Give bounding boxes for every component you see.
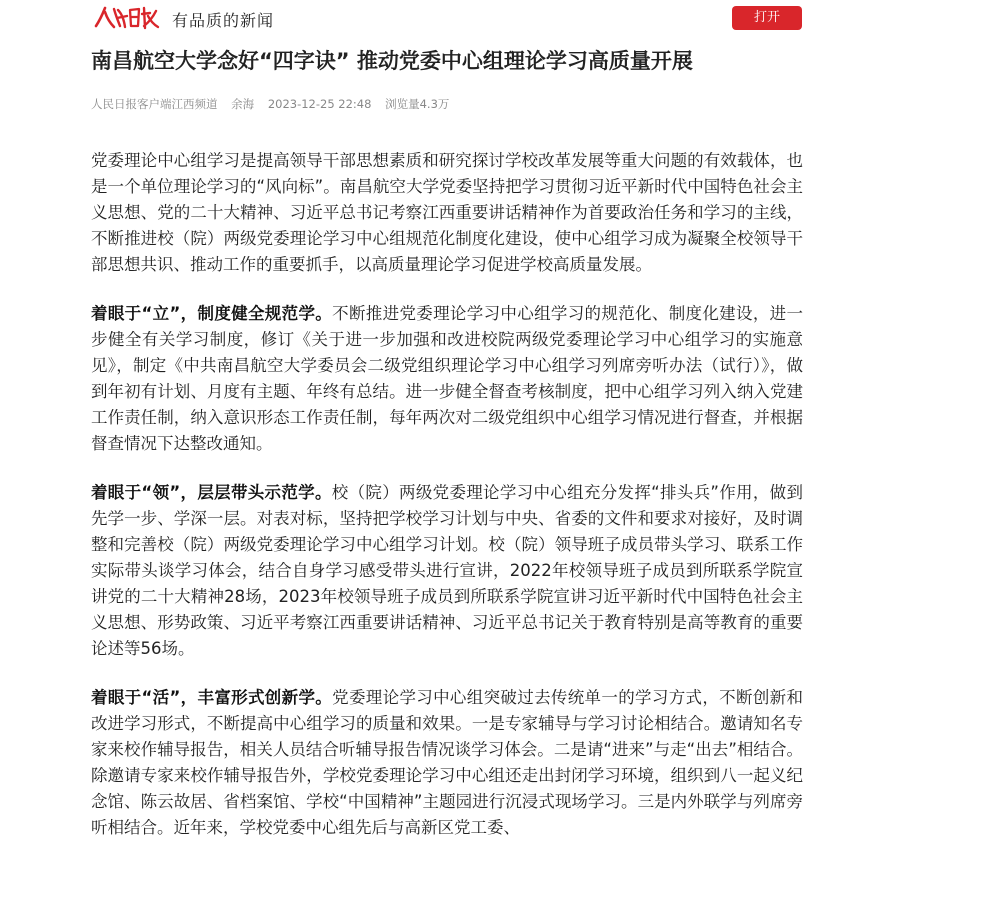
article-title: 南昌航空大学念好“四字诀” 推动党委中心组理论学习高质量开展 [91,49,693,73]
article-source[interactable]: 人民日报客户端江西频道 [91,97,218,111]
paragraph-text: 不断推进党委理论学习中心组学习的规范化、制度化建设，进一步健全有关学习制度，修订《关于进一步加强和改进校院两级党委理论学习中心组学习的实施意见》，制定《中共南昌航空大学委员会二级党组织理论学习中心组学习列席旁听办法（试行）》，做到年初有计划、月度有主题、年终有总结。进一步健全督查考核制度，把中心组学习列入纳入党建工作责任制，纳入意识形态工作责任制，每年两次对二级党组织中心组学习情况进行督查，并根据督查情况下达整改通知。 [91,304,803,453]
article-views: 浏览量4.3万 [385,97,450,111]
article-author: 余海 [231,97,255,111]
paragraph-lead: 着眼于“领”，层层带头示范学。 [91,483,332,502]
article-paragraph [91,480,803,662]
paragraph-text: 党委理论学习中心组突破过去传统单一的学习方式，不断创新和改进学习形式，不断提高中心组学习的质量和效果。一是专家辅导与学习讨论相结合。邀请知名专家来校作辅导报告，相关人员结合听辅导报告情况谈学习体会。二是请“进来”与走“出去”相结合。除邀请专家来校作辅导报告外，学校党委理论学习中心组还走出封闭学习环境，组织到八一起义纪念馆、陈云故居、省档案馆、学校“中国精神”主题园进行沉浸式现场学习。三是内外联学与列席旁听相结合。近年来，学校党委中心组先后与高新区党工委、 [91,688,803,837]
paragraph-text: 校（院）两级党委理论学习中心组充分发挥“排头兵”作用，做到先学一步、学深一层。对表对标，坚持把学校学习计划与中央、省委的文件和要求对接好，及时调整和完善校（院）两级党委理论学习中心组学习计划。校（院）领导班子成员带头学习、联系工作实际带头谈学习体会，结合自身学习感受带头进行宣讲，2022年校领导班子成员到所联系学院宣讲党的二十大精神28场，2023年校领导班子成员到所联系学院宣讲习近平新时代中国特色社会主义思想、形势政策、习近平考察江西重要讲话精神、习近平总书记关于教育特别是高等教育的重要论述等56场。 [91,483,803,658]
paragraph-text: 党委理论中心组学习是提高领导干部思想素质和研究探讨学校改革发展等重大问题的有效载体，也是一个单位理论学习的“风向标”。南昌航空大学党委坚持把学习贯彻习近平新时代中国特色社会主义思想、党的二十大精神、习近平总书记考察江西重要讲话精神作为首要政治任务和学习的主线，不断推进校（院）两级党委理论学习中心组规范化制度化建设，使中心组学习成为凝聚全校领导干部思想共识、推动工作的重要抓手，以高质量理论学习促进学校高质量发展。 [91,151,803,274]
article-paragraph [91,301,803,457]
article-paragraph [91,685,803,841]
peoples-daily-logo[interactable] [92,4,160,32]
paragraph-lead: 着眼于“立”，制度健全规范学。 [91,304,333,323]
article-datetime: 2023-12-25 22:48 [267,97,372,111]
article-paragraph [91,148,803,278]
paragraph-lead: 着眼于“活”，丰富形式创新学。 [91,688,333,707]
article-meta [91,96,459,112]
article-body [91,148,803,864]
slogan: 有品质的新闻 [172,11,275,30]
open-app-button[interactable]: 打开 [732,6,802,30]
peoples-daily-logo-icon [92,4,160,32]
top-bar [0,0,1000,40]
